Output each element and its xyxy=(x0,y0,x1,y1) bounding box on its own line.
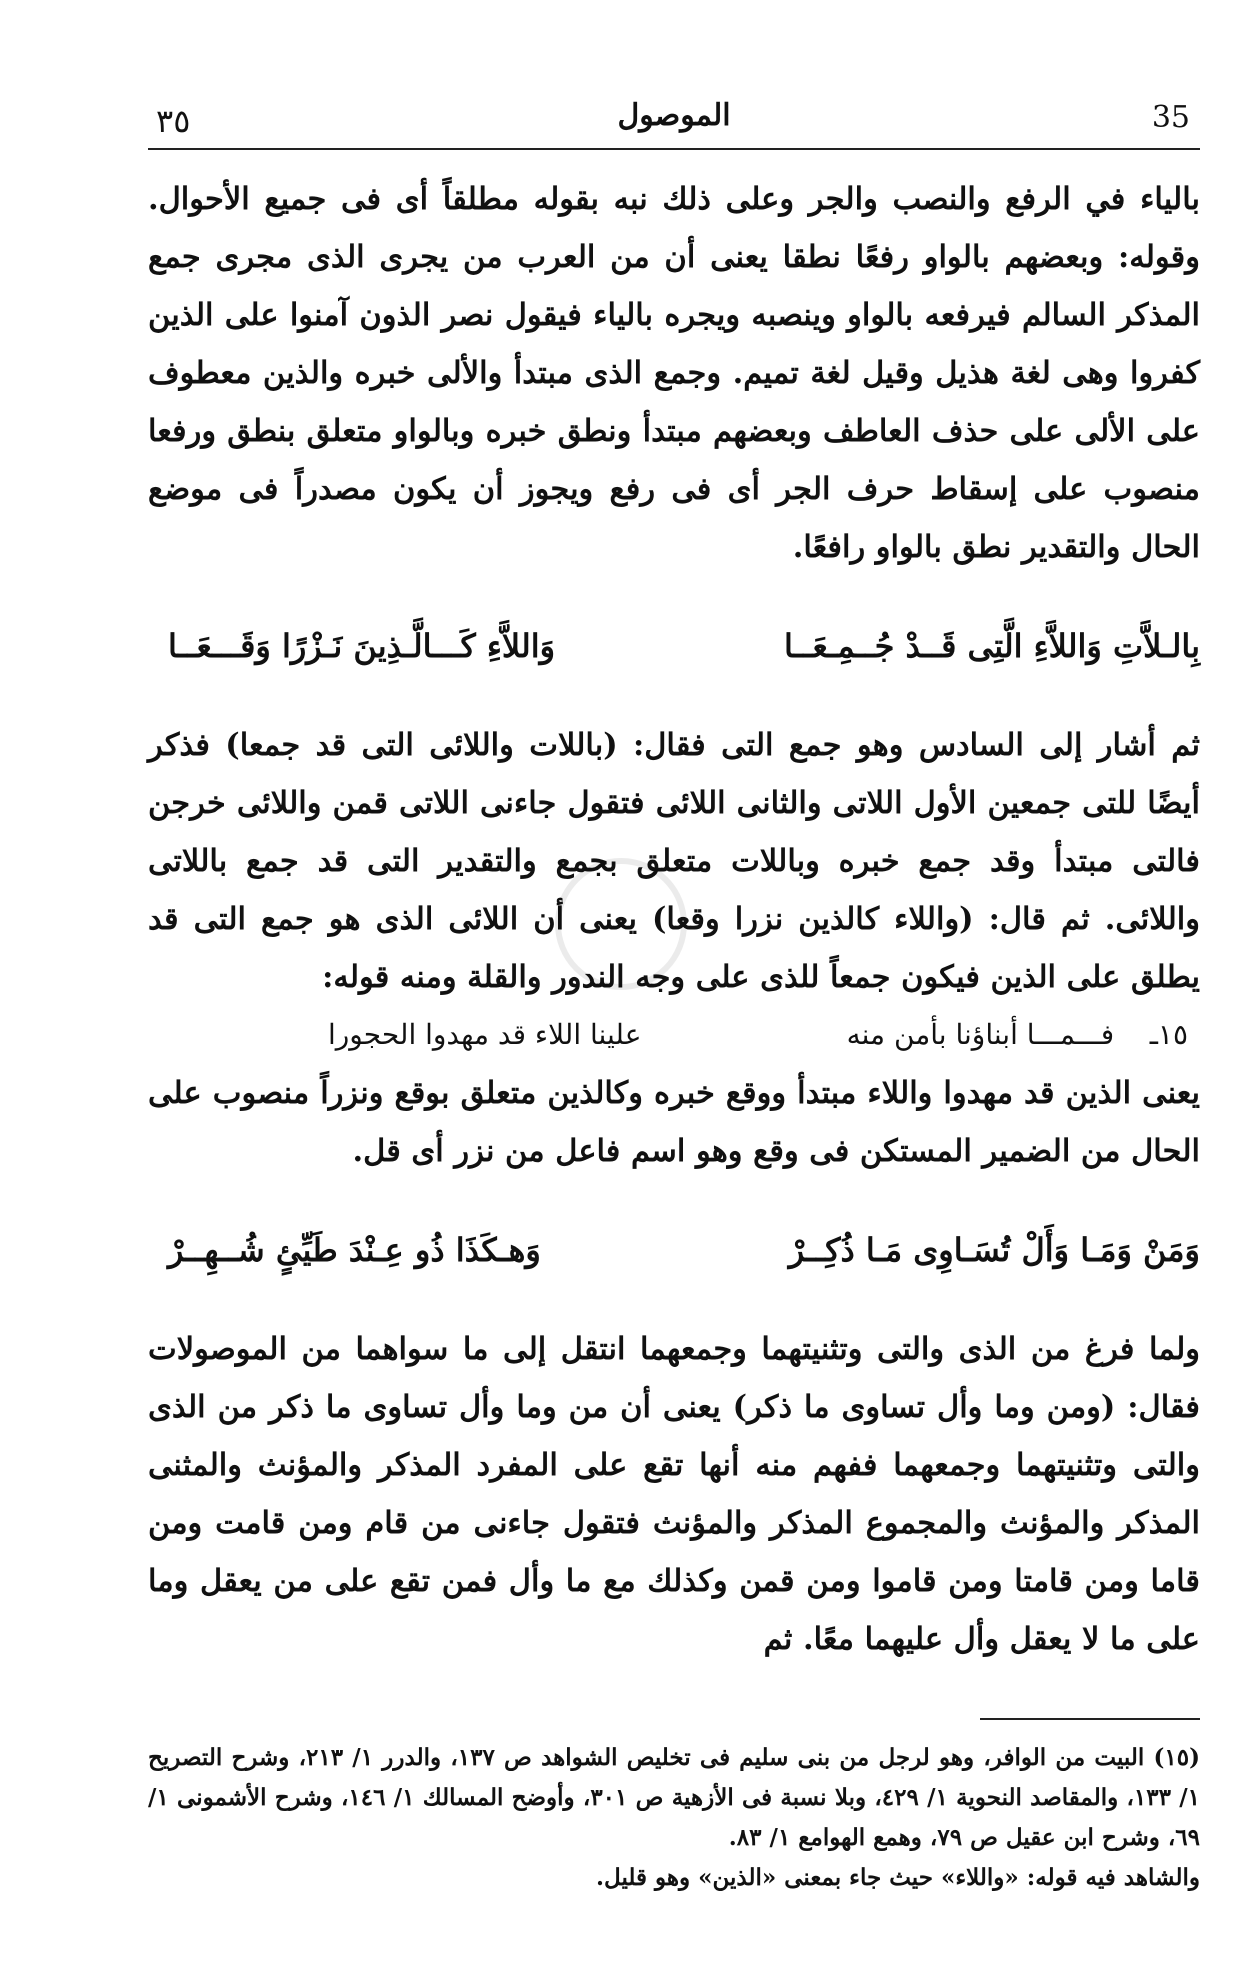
poem-15-left-hemistich: علينا اللاء قد مهدوا الحجورا xyxy=(328,1018,642,1051)
poem-15-number: ١٥ـ xyxy=(1149,1018,1188,1051)
footnote-evidence: والشاهد فيه قوله: «واللاء» حيث جاء بمعنى «الذين» وهو قليل. xyxy=(596,1864,1200,1891)
paragraph-4: ولما فرغ من الذى والتى وتثنيتهما وجمعهما انتقل إلى ما سواهما من الموصولات فقال: (ومن وما وأل تساوى ما ذكر) يعنى أن من وما وأل تساوى ما ذكر من الذى والتى وتثنيتهما وجمعهما ففهم منه أنها تقع على المفرد المذكر والمؤنث والمثنى المذكر والمؤنث والمجموع المذكر والمؤنث فتقول جاءنى من قام ومن قامت ومن قاما ومن قامتا ومن قاموا ومن قمن وكذلك مع ما وأل فمن تقع على من يعقل وما على ما لا يعقل وأل عليهما معًا. ثم xyxy=(148,1331,1200,1657)
page-number-latin: 35 xyxy=(1151,100,1190,135)
poem-15-right-hemistich: فـــمـــا أبناؤنا بأمن منه xyxy=(846,1018,1115,1051)
footnote-15: (١٥) البيت من الوافر، وهو لرجل من بنى سليم فى تخليص الشواهد ص ١٣٧، والدرر ١/ ٢١٣، وشرح التصريح ١/ ١٣٣، والمقاصد النحوية ١/ ٤٢٩، وبلا نسبة فى الأزهية ص ٣٠١، وأوضح المسالك ١/ ١٤٦، وشرح الأشمونى ١/ ٦٩، وشرح ابن عقيل ص ٧٩، وهمع الهوامع ١/ ٨٣. xyxy=(148,1744,1200,1851)
chapter-title: الموصول xyxy=(617,98,731,133)
verse-2-right-hemistich: وَمَنْ وَمَـا وَأَلْ تُسَـاوِى مَـا ذُكِــرْ xyxy=(788,1231,1200,1269)
page-number-arabic: ٣٥ xyxy=(156,102,191,140)
page-header xyxy=(148,92,1200,150)
paragraph-1: بالياء في الرفع والنصب والجر وعلى ذلك نبه بقوله مطلقاً أى فى جميع الأحوال. وقوله: وبعضهم بالواو رفعًا نطقا يعنى أن من العرب من يجرى الذى مجرى جمع المذكر السالم فيرفعه بالواو وينصبه ويجره بالياء فيقول نصر الذون آمنوا على الذين كفروا وهى لغة هذيل وقيل لغة تميم. وجمع الذى مبتدأ والألى خبره والذين معطوف على الألى على حذف العاطف وبعضهم مبتدأ ونطق خبره وبالواو متعلق بنطق ورفعا منصوب على إسقاط حرف الجر أى فى رفع ويجوز أن يكون مصدراً فى موضع الحال والتقدير نطق بالواو رافعًا. xyxy=(148,181,1200,565)
paragraph-2: ثم أشار إلى السادس وهو جمع التى فقال: (باللات واللائى التى قد جمعا) فذكر أيضًا للتى جمعين الأول اللاتى والثانى اللائى فتقول جاءنى اللاتى قمن واللائى خرجن فالتى مبتدأ وقد جمع خبره وباللات متعلق بجمع والتقدير التى قد جمع باللاتى واللائى. ثم قال: (واللاء كالذين نزرا وقعا) يعنى أن اللائى الذى هو جمع التى قد يطلق على الذين فيكون جمعاً للذى على وجه الندور والقلة ومنه قوله: xyxy=(148,727,1200,995)
verse-1 xyxy=(148,616,1200,676)
watermark-seal xyxy=(555,858,687,990)
footnotes xyxy=(148,1738,1200,1898)
verse-1-right-hemistich: بِالـلاَّتِ وَاللاَّءِ الَّتِى قَــدْ جُــمِـعَــا xyxy=(784,627,1200,665)
poem-15-first-half xyxy=(847,1006,1188,1064)
footnote-divider xyxy=(980,1718,1200,1720)
poem-15 xyxy=(148,1006,1200,1064)
verse-1-left-hemistich: وَاللاَّءِ كَـــالَّـذِينَ نَـزْرًا وَقَـــعَــا xyxy=(168,627,556,665)
verse-2-left-hemistich: وَهـكَذَا ذُو عِـنْدَ طَيِّئٍ شُــهِــرْ xyxy=(168,1231,541,1269)
verse-2 xyxy=(148,1220,1200,1280)
paragraph-3: يعنى الذين قد مهدوا واللاء مبتدأ ووقع خبره وكالذين متعلق بوقع ونزراً منصوب على الحال من الضمير المستكن فى وقع وهو اسم فاعل من نزر أى قل. xyxy=(148,1075,1200,1169)
